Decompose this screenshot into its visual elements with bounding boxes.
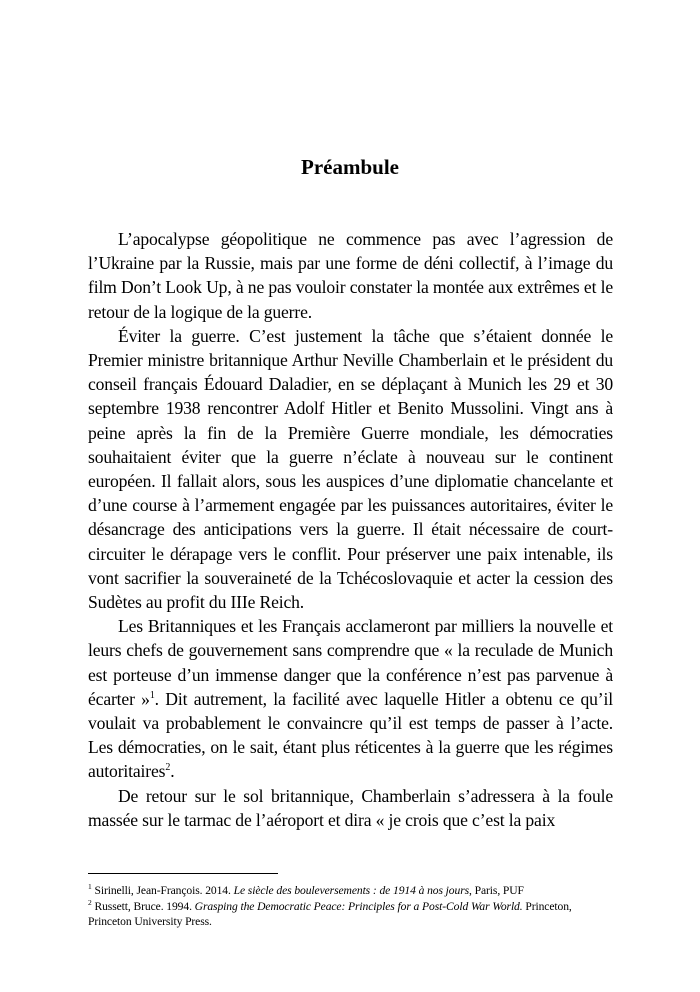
paragraph-3 [88,614,613,783]
footnote-reference-2[interactable]: 2 [165,762,171,774]
page-title: Préambule [301,155,399,179]
footnote-1-author: Sirinelli, Jean-François. 2014. [94,884,234,897]
footnote-2-number: 2 [88,897,92,907]
footnote-2-book-title: Grasping the Democratic Peace: Principles for a Post-Cold War World. [194,899,523,913]
footnote-reference-1[interactable]: 1 [149,690,155,701]
paragraph-3-part-2: . Dit autrement, la facilité avec laquelle Hitler a obtenu ce qu’il voulait va probablement le convaincre qu’il est temps de passer à l’acte. Les démocraties, on le sait, étant plus réticentes à la guerre que les régimes autoritaires [88,688,613,782]
footnote-1-publisher: , Paris, PUF [469,884,524,897]
footnote-separator [88,873,278,874]
footnote-2-publisher: Princeton, Princeton University Press. [88,899,572,929]
footnote-2 [88,899,618,930]
paragraph-1: L’apocalypse géopolitique ne commence pas avec l’agression de l’Ukraine par la Russie, mais par une forme de déni collectif, à l’image du film Don’t Look Up, à ne pas vouloir constater la montée aux extrêmes et le retour de la logique de la guerre. [88,229,613,322]
main-text [88,227,613,832]
paragraph-3-part-1: Les Britanniques et les Français acclameront par milliers la nouvelle et leurs chefs de gouvernement sans comprendre que « la reculade de Munich est porteuse d’un immense danger que la conférence n’est pas parvenue à écarter » [88,616,613,709]
footnote-2-author: Russett, Bruce. 1994. [94,899,195,913]
paragraph-4: De retour sur le sol britannique, Chamberlain s’adressera à la foule massée sur le tarmac de l’aéroport et dira « je crois que c’est la paix [88,785,613,830]
footnotes [88,883,618,930]
paragraph-3-part-3: . [170,761,175,782]
paragraph-2: Éviter la guerre. C’est justement la tâche que s’étaient donnée le Premier ministre britannique Arthur Neville Chamberlain et le président du conseil français Édouard Daladier, en se déplaçant à Munich les 29 et 30 septembre 1938 rencontrer Adolf Hitler et Benito Mussolini. Vingt ans à peine après la fin de la Première Guerre mondiale, les démocraties souhaitaient éviter que la guerre n’éclate à nouveau sur le continent européen. Il fallait alors, sous les auspices d’une diplomatie chancelante et d’une course à l’armement engagée par les puissances autoritaires, éviter le désancrage des anticipations vers la guerre. Il était nécessaire de court-circuiter le dérapage vers le conflit. Pour préserver une paix intenable, ils vont sacrifier la souveraineté de la Tchécoslovaquie et acter la cession des Sudètes au profit du IIIe Reich. [88,325,613,613]
footnote-1 [88,883,618,899]
footnote-1-book-title: Le siècle des bouleversements : de 1914 à nos jours [233,884,470,897]
footnote-1-number: 1 [88,882,92,892]
